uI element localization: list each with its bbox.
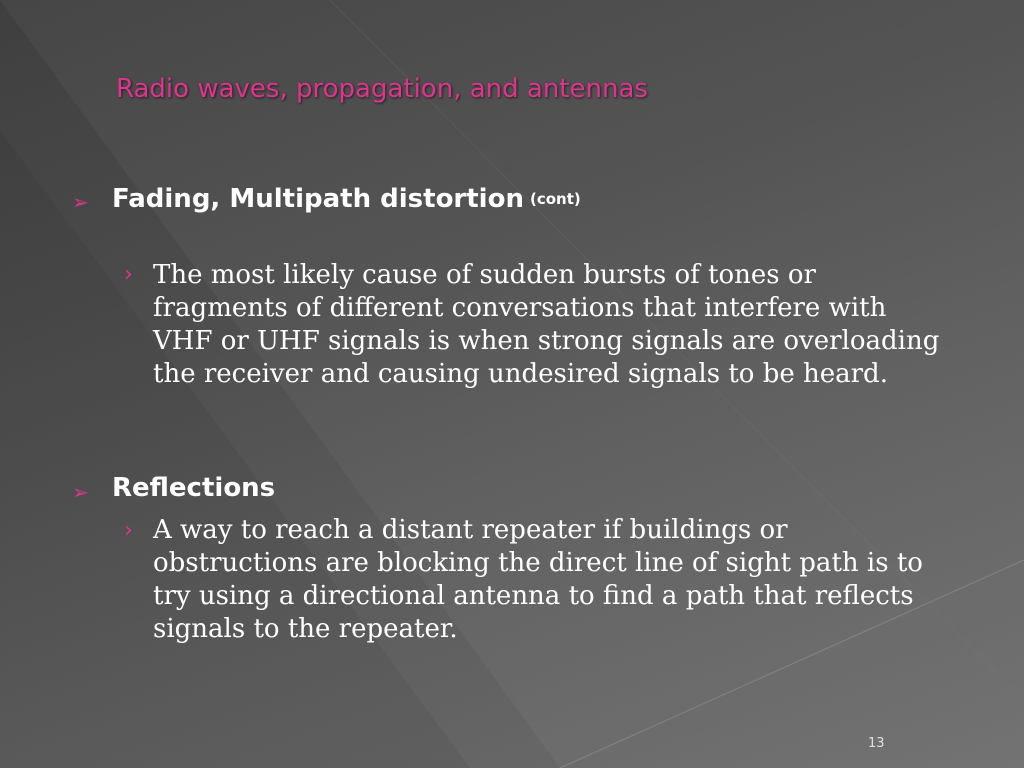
bullet-heading-text: Fading, Multipath distortion bbox=[112, 184, 524, 214]
slide-title: Radio waves, propagation, and antennas bbox=[116, 74, 648, 104]
bullet-heading-text: Reflections bbox=[112, 473, 276, 503]
bullet-arrow-icon: ➢ bbox=[72, 190, 89, 214]
bullet-arrow-icon: ➢ bbox=[72, 480, 89, 504]
bullet-heading bbox=[112, 184, 581, 214]
page-number: 13 bbox=[868, 736, 885, 751]
sub-bullet-text: The most likely cause of sudden bursts of tones or fragments of different conversations that interfere with VHF or UHF signals is when strong signals are overloading the receiver and causing undesired signals to be heard. bbox=[153, 260, 940, 389]
sub-bullet-chevron-icon: › bbox=[124, 518, 133, 543]
sub-bullet-chevron-icon: › bbox=[124, 262, 133, 287]
sub-bullet-text: A way to reach a distant repeater if buildings or obstructions are blocking the direct line of sight path is to try using a directional antenna to find a path that reflects signals to the repeater. bbox=[153, 515, 923, 644]
bullet-heading-suffix: (cont) bbox=[529, 190, 581, 208]
bullet-heading bbox=[112, 473, 275, 503]
